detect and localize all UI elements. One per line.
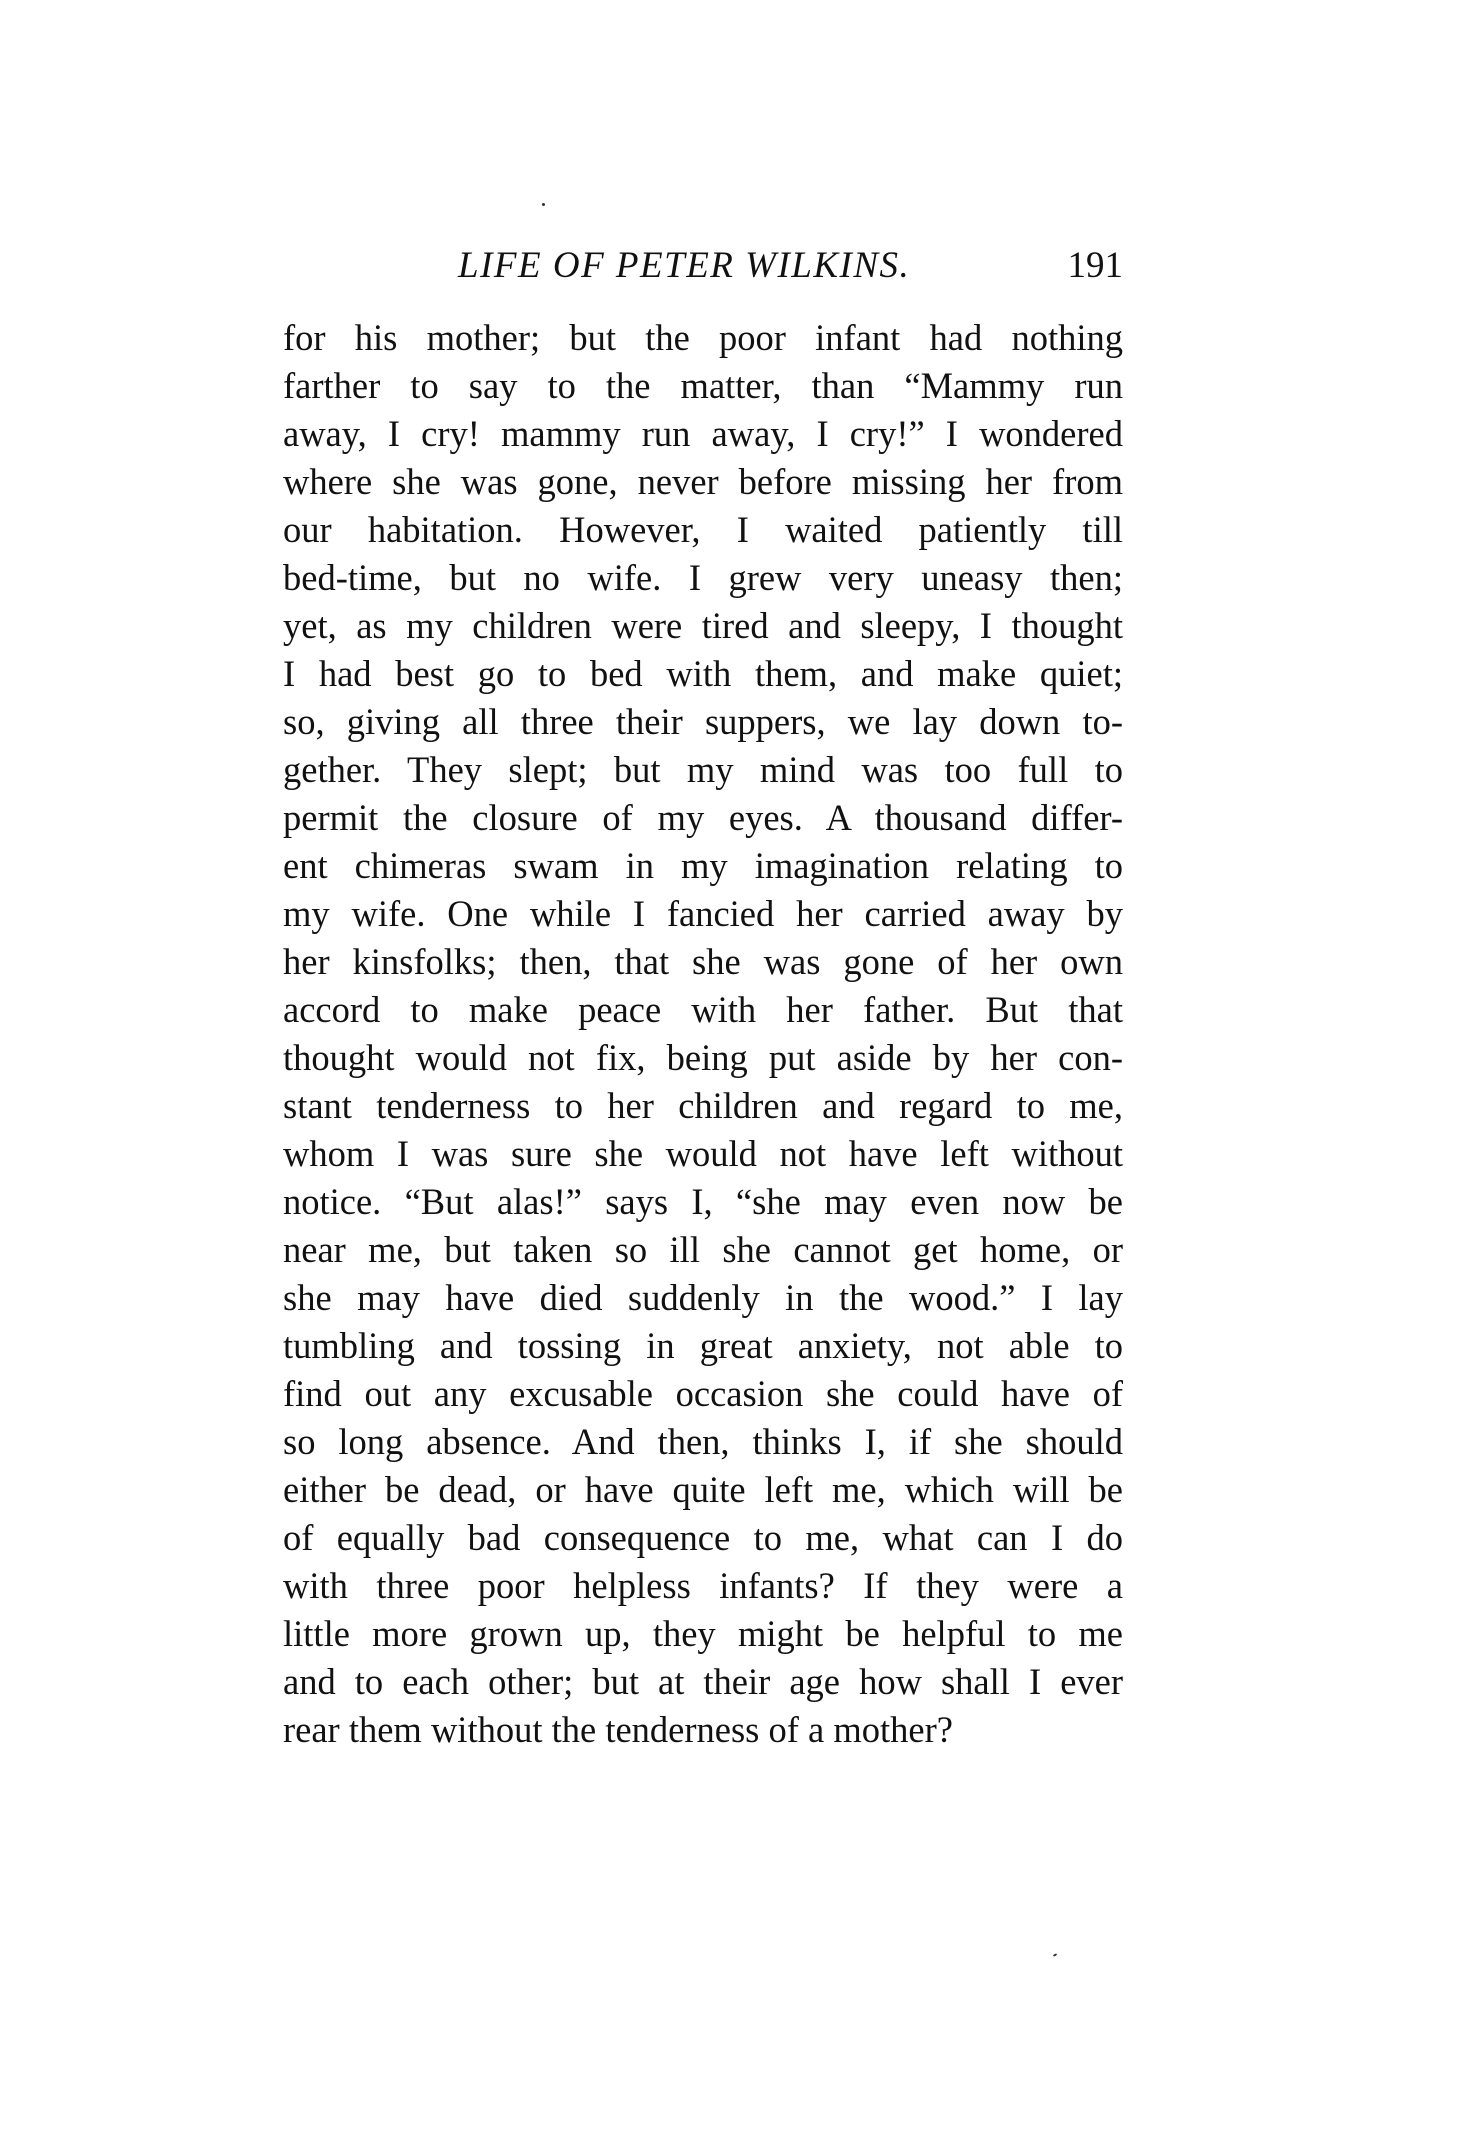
text-line: my wife. One while I fancied her carried away by xyxy=(283,893,1123,934)
text-line: ent chimeras swam in my imagination relating to xyxy=(283,845,1123,886)
text-line: yet, as my children were tired and sleepy, I thought xyxy=(283,605,1123,646)
text-line: rear them without the tenderness of a mother? xyxy=(283,1709,953,1750)
text-line: accord to make peace with her father. But that xyxy=(283,989,1123,1030)
text-line: bed-time, but no wife. I grew very uneasy then; xyxy=(283,557,1123,598)
text-line: gether. They slept; but my mind was too full to xyxy=(283,749,1123,790)
text-line: either be dead, or have quite left me, which will be xyxy=(283,1469,1123,1510)
ink-speck xyxy=(542,203,545,206)
text-line: permit the closure of my eyes. A thousand differ- xyxy=(283,797,1123,838)
text-line: so long absence. And then, thinks I, if she should xyxy=(283,1421,1123,1462)
text-line: stant tenderness to her children and regard to me, xyxy=(283,1085,1123,1126)
text-line: I had best go to bed with them, and make quiet; xyxy=(283,653,1123,694)
ink-speck xyxy=(1053,1953,1057,1957)
running-title: LIFE OF PETER WILKINS. xyxy=(458,245,911,286)
text-line: for his mother; but the poor infant had nothing xyxy=(283,317,1123,358)
text-line: where she was gone, never before missing her from xyxy=(283,461,1123,502)
text-line: notice. “But alas!” says I, “she may even now be xyxy=(283,1181,1123,1222)
text-line: whom I was sure she would not have left without xyxy=(283,1133,1123,1174)
text-line: farther to say to the matter, than “Mammy run xyxy=(283,365,1123,406)
text-line: so, giving all three their suppers, we lay down to- xyxy=(283,701,1123,742)
text-line: little more grown up, they might be helpful to me xyxy=(283,1613,1123,1654)
text-line: her kinsfolks; then, that she was gone of her own xyxy=(283,941,1123,982)
text-line: with three poor helpless infants? If they were a xyxy=(283,1565,1123,1606)
text-line: our habitation. However, I waited patiently till xyxy=(283,509,1123,550)
running-head xyxy=(283,236,1123,296)
text-line: tumbling and tossing in great anxiety, not able to xyxy=(283,1325,1123,1366)
page-number: 191 xyxy=(1067,245,1123,286)
text-line: she may have died suddenly in the wood.” I lay xyxy=(283,1277,1123,1318)
body-text xyxy=(283,314,1123,1754)
text-line: find out any excusable occasion she could have of xyxy=(283,1373,1123,1414)
text-line: thought would not fix, being put aside by her con- xyxy=(283,1037,1123,1078)
text-line: away, I cry! mammy run away, I cry!” I wondered xyxy=(283,413,1123,454)
text-line: near me, but taken so ill she cannot get home, or xyxy=(283,1229,1123,1270)
text-line: of equally bad consequence to me, what can I do xyxy=(283,1517,1123,1558)
text-line: and to each other; but at their age how shall I ever xyxy=(283,1661,1123,1702)
